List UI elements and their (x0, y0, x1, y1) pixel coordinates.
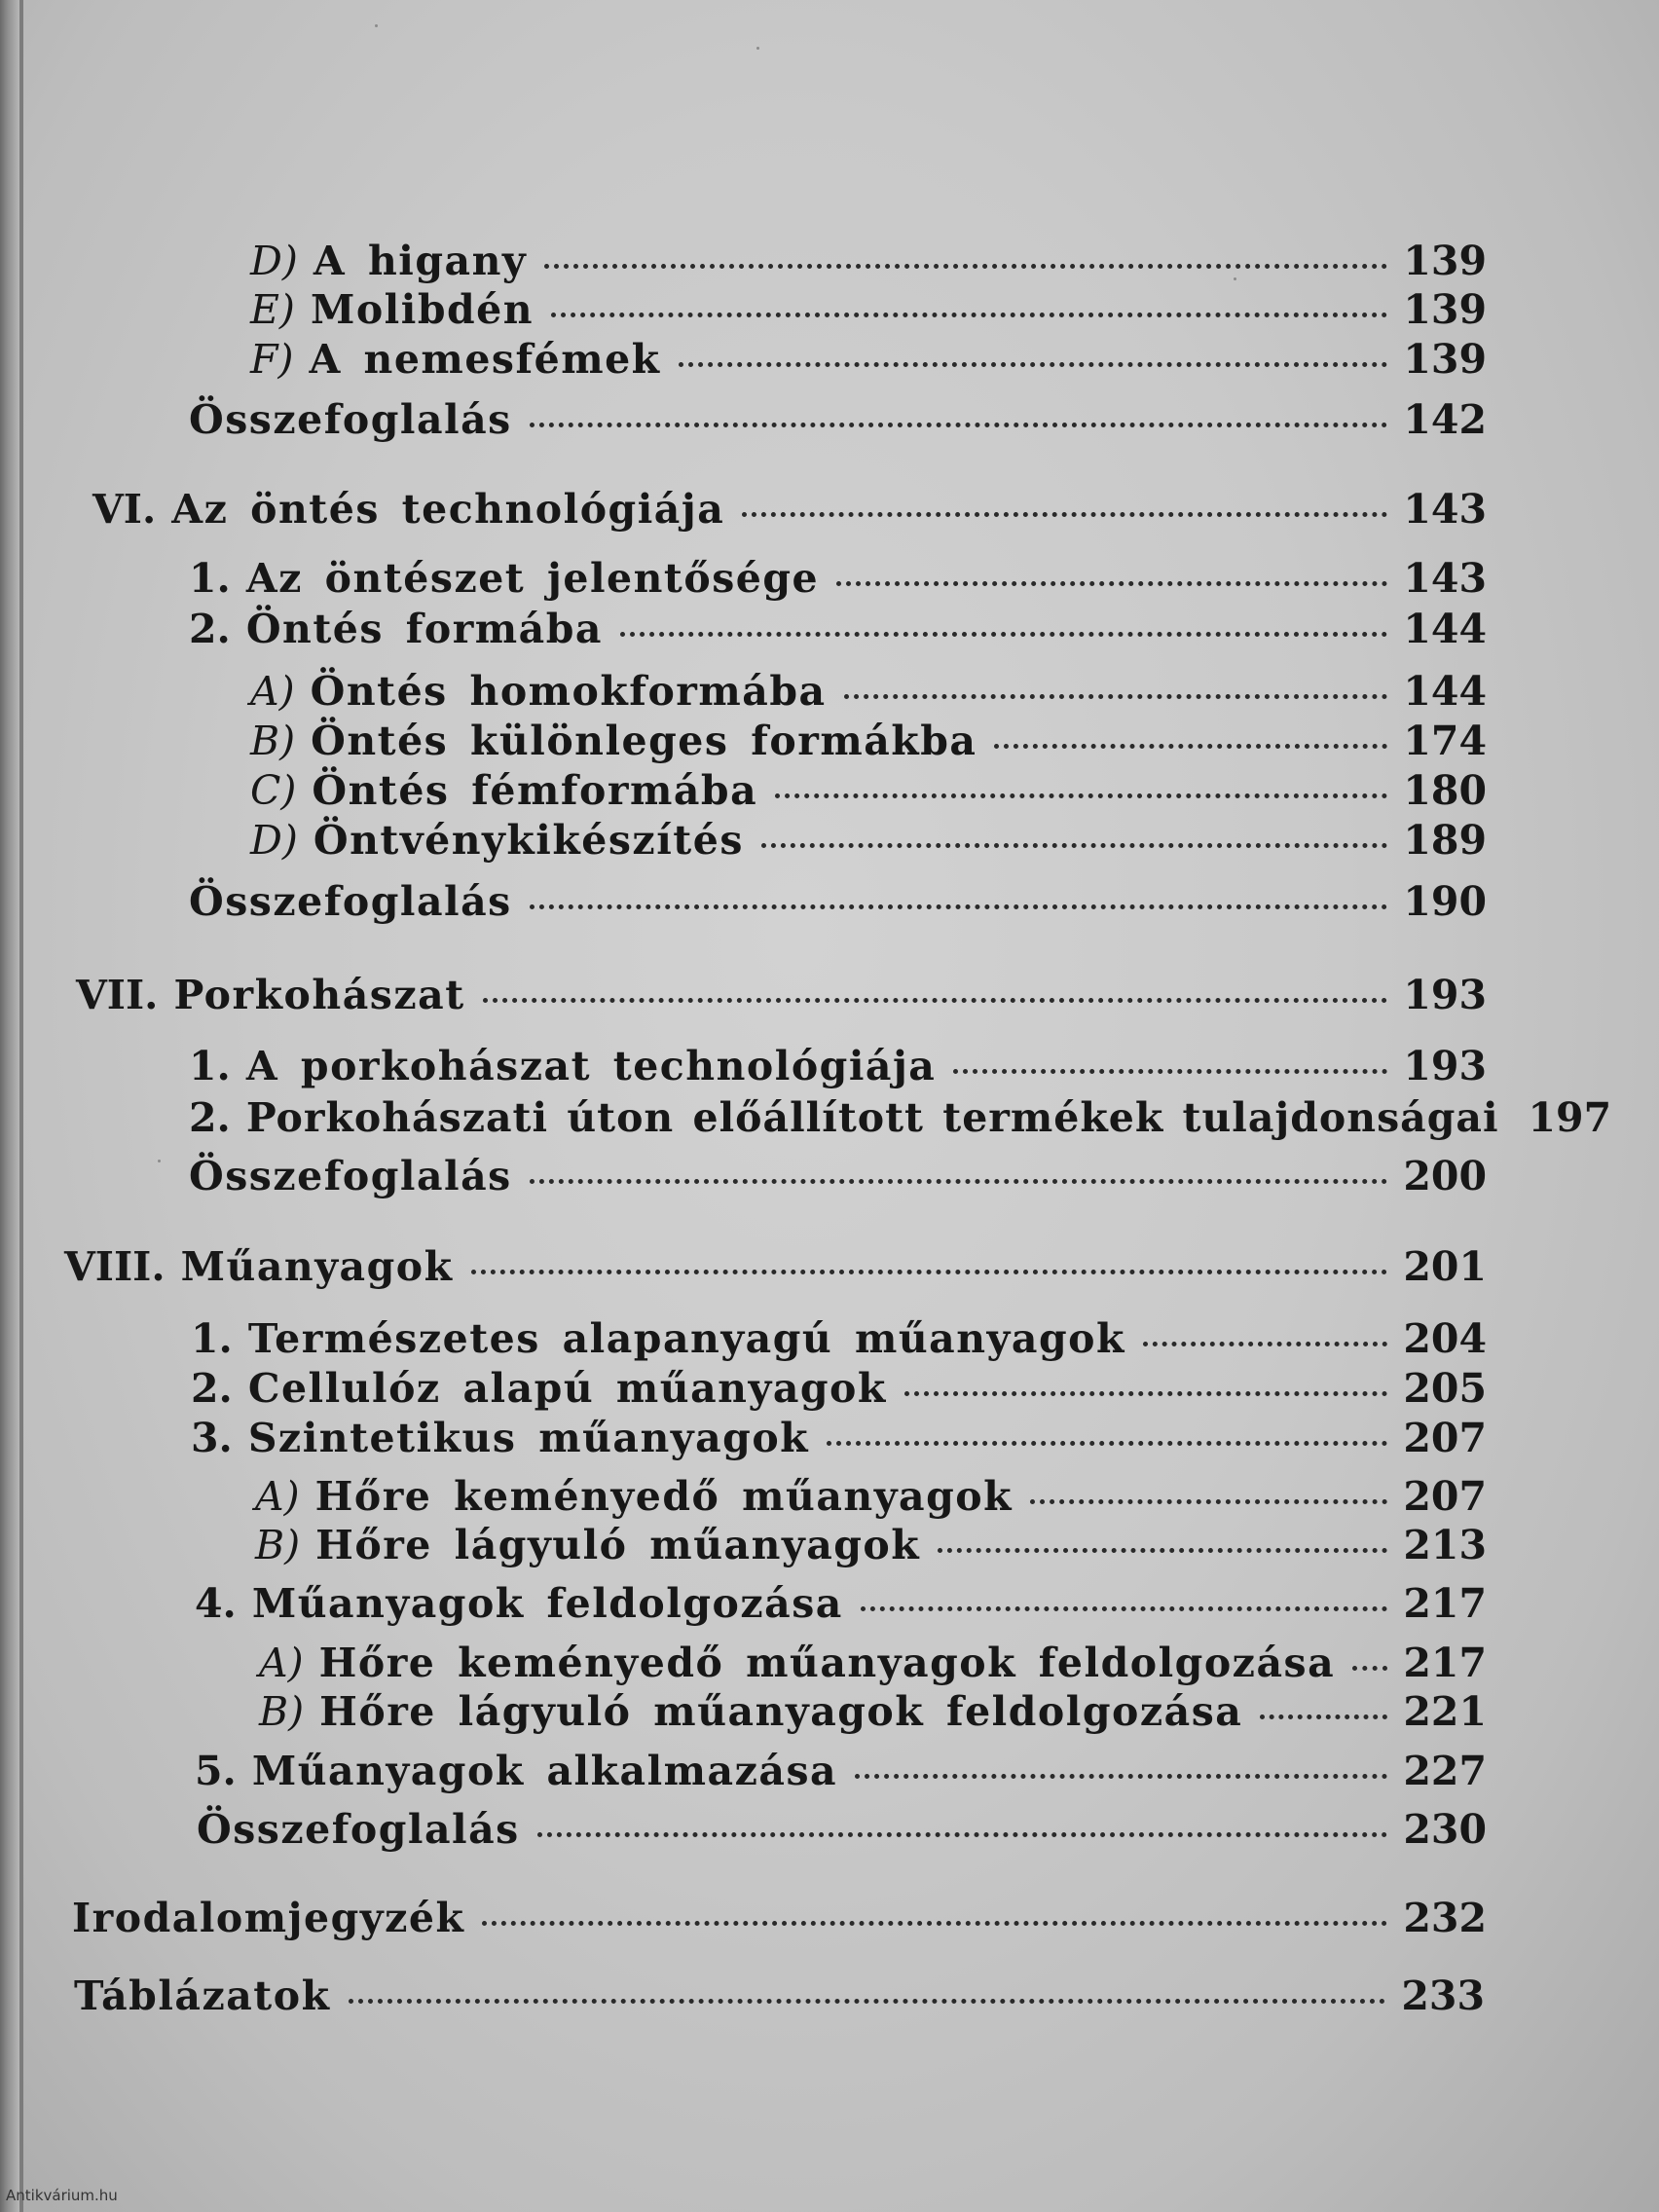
dot-leader (482, 1921, 1387, 1926)
toc-entry (250, 336, 1487, 383)
dot-leader (953, 1069, 1387, 1074)
entry-page-number: 142 (1403, 396, 1487, 443)
entry-title: Műanyagok feldolgozása (251, 1580, 843, 1627)
entry-label: A) (259, 1640, 304, 1686)
entry-title: Az öntés technológiája (171, 486, 725, 533)
entry-page-number: 217 (1403, 1580, 1487, 1627)
entry-label: A) (255, 1473, 300, 1520)
entry-title: Összefoglalás (189, 1153, 512, 1199)
toc-entry (189, 555, 1487, 602)
dot-leader (620, 632, 1387, 637)
toc-entry (250, 668, 1487, 715)
entry-label: 1. (189, 555, 231, 602)
entry-page-number: 174 (1403, 718, 1487, 764)
entry-page-number: 230 (1403, 1806, 1487, 1853)
entry-title: Természetes alapanyagú műanyagok (247, 1315, 1125, 1362)
entry-title: Öntés fémformába (312, 767, 758, 814)
entry-page-number: 233 (1401, 1972, 1485, 2019)
entry-title: Az öntészet jelentősége (245, 555, 820, 602)
entry-title: Cellulóz alapú műanyagok (247, 1365, 887, 1412)
entry-page-number: 201 (1403, 1243, 1487, 1290)
entry-label: 5. (195, 1748, 237, 1794)
entry-title: Táblázatok (74, 1972, 331, 2019)
watermark-text: Antikvárium.hu (6, 2187, 118, 2204)
entry-label: 2. (189, 1094, 231, 1141)
toc-entry (189, 878, 1487, 925)
entry-page-number: 197 (1528, 1094, 1612, 1141)
entry-label: E) (250, 286, 295, 333)
toc-entry (197, 1806, 1487, 1853)
dot-leader (349, 1999, 1386, 2004)
entry-title: Molibdén (310, 286, 535, 333)
entry-page-number: 204 (1403, 1315, 1487, 1362)
toc-entry (189, 606, 1487, 652)
entry-title: Hőre lágyuló műanyagok (315, 1522, 921, 1568)
toc-chapter-entry (64, 1243, 1487, 1290)
entry-page-number: 139 (1403, 286, 1487, 333)
entry-title: A higany (313, 238, 528, 284)
toc-entry (255, 1473, 1487, 1520)
toc-entry (189, 1043, 1487, 1089)
toc-entry (250, 238, 1487, 284)
dot-leader (775, 793, 1387, 798)
chapter-number: VII. (76, 972, 159, 1018)
entry-label: B) (255, 1522, 301, 1568)
entry-title: Porkohászat (173, 972, 465, 1018)
dot-leader (1143, 1342, 1388, 1346)
entry-page-number: 227 (1403, 1748, 1487, 1794)
entry-title: Összefoglalás (197, 1806, 520, 1853)
dot-leader (938, 1548, 1387, 1553)
dot-leader (994, 744, 1387, 749)
entry-label: 1. (189, 1043, 231, 1089)
entry-page-number: 193 (1403, 1043, 1487, 1089)
entry-page-number: 217 (1403, 1640, 1487, 1686)
dot-leader (742, 512, 1387, 517)
entry-label: 2. (191, 1365, 233, 1412)
dot-leader (551, 313, 1387, 317)
dot-leader (904, 1391, 1388, 1396)
entry-page-number: 180 (1403, 767, 1487, 814)
dot-leader (844, 694, 1388, 699)
toc-entry (250, 718, 1487, 764)
dot-leader (530, 1179, 1388, 1184)
entry-title: Hőre keményedő műanyagok feldolgozása (318, 1640, 1336, 1686)
entry-label: A) (250, 668, 295, 715)
toc-entry (189, 396, 1487, 443)
dot-leader (530, 423, 1388, 427)
entry-title: Műanyagok alkalmazása (251, 1748, 838, 1794)
toc-entry (255, 1522, 1487, 1568)
dot-leader (679, 362, 1388, 367)
entry-page-number: 221 (1403, 1688, 1487, 1735)
entry-title: Öntés homokformába (310, 668, 827, 715)
entry-page-number: 232 (1403, 1895, 1487, 1941)
entry-label: B) (259, 1688, 305, 1735)
entry-title: Összefoglalás (189, 396, 512, 443)
entry-title: Hőre lágyuló műanyagok feldolgozása (319, 1688, 1243, 1735)
entry-title: Öntés különleges formákba (311, 718, 977, 764)
chapter-number: VIII. (64, 1243, 166, 1290)
dot-leader (544, 264, 1387, 269)
entry-title: Irodalomjegyzék (72, 1895, 465, 1941)
entry-label: 2. (189, 606, 231, 652)
entry-title: A porkohászat technológiája (245, 1043, 937, 1089)
toc-entry (259, 1640, 1487, 1686)
dot-leader (861, 1606, 1388, 1611)
toc-chapter-entry (92, 486, 1487, 533)
entry-label: D) (250, 817, 298, 864)
toc-entry (191, 1415, 1487, 1461)
entry-page-number: 200 (1403, 1153, 1487, 1199)
entry-label: 1. (191, 1315, 233, 1362)
entry-label: 3. (191, 1415, 233, 1461)
entry-title: Öntés formába (245, 606, 603, 652)
entry-page-number: 205 (1403, 1365, 1487, 1412)
entry-title: Öntvénykikészítés (313, 817, 744, 864)
entry-page-number: 144 (1403, 606, 1487, 652)
toc-entry (250, 817, 1487, 864)
toc-entry (191, 1315, 1487, 1362)
entry-page-number: 213 (1403, 1522, 1487, 1568)
dot-leader (855, 1774, 1387, 1779)
entry-page-number: 139 (1403, 238, 1487, 284)
toc-entry (74, 1972, 1485, 2019)
dot-leader (471, 1270, 1388, 1274)
dot-leader (1030, 1499, 1387, 1504)
entry-label: B) (250, 718, 296, 764)
toc-entry (72, 1895, 1487, 1941)
entry-page-number: 144 (1403, 668, 1487, 715)
entry-page-number: 143 (1403, 486, 1487, 533)
entry-title: Porkohászati úton előállított termékek tulajdonságai (245, 1094, 1499, 1141)
dot-leader (836, 581, 1387, 586)
entry-title: Műanyagok (180, 1243, 454, 1290)
entry-label: D) (250, 238, 298, 284)
toc-entry (259, 1688, 1487, 1735)
dot-leader (761, 843, 1388, 848)
dot-leader (483, 998, 1388, 1003)
toc-entry (189, 1153, 1487, 1199)
entry-title: A nemesfémek (309, 336, 661, 383)
dot-leader (530, 904, 1388, 909)
entry-label: F) (250, 336, 294, 383)
toc-entry (250, 767, 1487, 814)
toc-entry (195, 1580, 1487, 1627)
toc-entry (250, 286, 1487, 333)
toc-entry (195, 1748, 1487, 1794)
toc-entry (191, 1365, 1487, 1412)
entry-label: C) (250, 767, 297, 814)
toc-chapter-entry (76, 972, 1487, 1018)
entry-title: Összefoglalás (189, 878, 512, 925)
entry-page-number: 190 (1403, 878, 1487, 925)
entry-page-number: 207 (1403, 1415, 1487, 1461)
dot-leader (827, 1441, 1387, 1446)
entry-title: Szintetikus műanyagok (247, 1415, 810, 1461)
dot-leader (1352, 1666, 1387, 1671)
toc-entry (189, 1094, 1612, 1141)
entry-page-number: 193 (1403, 972, 1487, 1018)
dot-leader (1260, 1714, 1387, 1719)
entry-page-number: 143 (1403, 555, 1487, 602)
entry-page-number: 207 (1403, 1473, 1487, 1520)
dot-leader (537, 1832, 1388, 1837)
chapter-number: VI. (92, 486, 157, 533)
entry-page-number: 189 (1403, 817, 1487, 864)
entry-page-number: 139 (1403, 336, 1487, 383)
entry-label: 4. (195, 1580, 237, 1627)
entry-title: Hőre keményedő műanyagok (314, 1473, 1013, 1520)
